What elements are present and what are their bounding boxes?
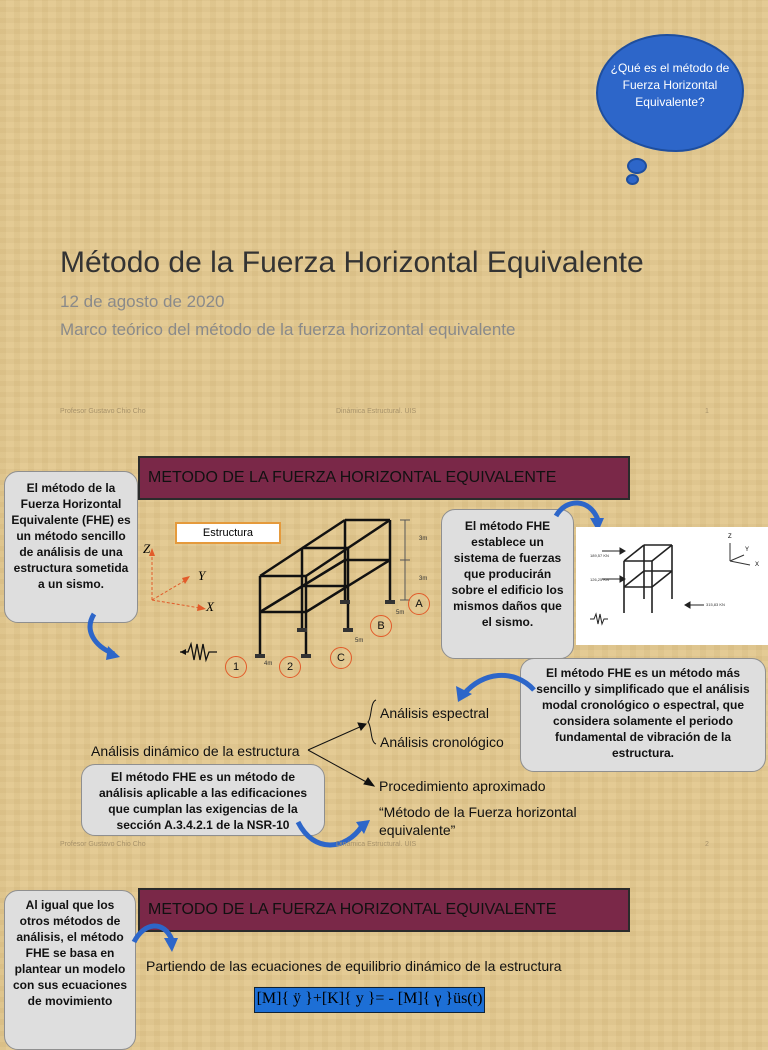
node-c: C [330,647,352,669]
slide2-banner: METODO DE LA FUERZA HORIZONTAL EQUIVALENTE [138,456,630,500]
branch-approximate: Procedimiento aproximado [379,778,546,794]
small-fig-force-2: 126,25 KN [590,577,609,582]
callout-fhe-applicable: El método FHE es un método de análisis aplicable a las edificaciones que cumplan las exigencias de la sección A.3.4.2.1 de la NSR-10 [81,764,325,836]
axis-y-label: Y [198,568,206,583]
dim-label-3m-upper: 3m [419,536,428,542]
dim-label-5m-lower: 5m [355,638,364,644]
slide1-footer-course: Dinámica Estructural. UIS [336,408,417,415]
callout-fhe-definition: El método de la Fuerza Horizontal Equivalente (FHE) es un método sencillo de análisis de una estructura sometida a un sismo. [4,471,138,623]
estructura-label-text: Estructura [202,527,254,539]
cloud-tail-bubble-small [626,174,639,185]
small-frame-svg [576,527,768,645]
analysis-root: Análisis dinámico de la estructura [91,743,300,759]
equation-text: [M]{ ÿ }+[K]{ y }= - [M]{ γ }üs(t) [256,990,483,1007]
curved-arrow-1 [84,610,124,662]
dim-label-4m: 4m [264,661,273,667]
callout-like-other-methods: Al igual que los otros métodos de análisis, el método FHE se basa en plantear un modelo con sus ecuaciones de movimiento [4,890,136,1050]
slide2-footer-page: 2 [705,841,709,848]
axis-z-label: Z [143,541,151,556]
curved-arrow-3 [452,668,538,708]
small-frame-figure [576,527,768,645]
question-cloud-text: ¿Qué es el método de Fuerza Horizontal Equivalente? [610,61,730,109]
node-a: A [408,593,430,615]
small-fig-force-3: 315,83 KN [706,602,725,607]
slide1-date: 12 de agosto de 2020 [60,292,225,311]
slide1-footer-author: Profesor Gustavo Chio Cho [60,408,146,415]
dim-label-5m-upper: 5m [396,610,405,616]
callout-fhe-force-system: El método FHE establece un sistema de fuerzas que producirán sobre el edificio los mismos daños que el sismo. [441,509,574,659]
curved-arrow-4 [290,810,376,856]
axis-x-label: X [206,599,214,614]
slide1-footer-page: 1 [705,408,709,415]
small-fig-axis-y: Y [745,547,750,553]
equation-box [254,987,485,1013]
small-fig-force-1: 189,57 KN [590,553,609,558]
callout-fhe-simplified: El método FHE es un método más sencillo y simplificado que el análisis modal cronológico o espectral, que considera solamente el periodo fundamental de vibración de la estructura. [520,658,766,772]
question-cloud [596,34,744,152]
node-b: B [370,615,392,637]
branch-chronological: Análisis cronológico [380,734,504,750]
small-fig-axis-z: Z [728,534,732,540]
slide1-subtitle: Marco teórico del método de la fuerza horizontal equivalente [60,320,516,339]
dim-label-3m-lower: 3m [419,576,428,582]
small-fig-axis-x: X [755,562,760,568]
slide3-banner: METODO DE LA FUERZA HORIZONTAL EQUIVALENTE [138,888,630,932]
seismic-wave-icon [180,640,218,664]
slide3-intro: Partiendo de las ecuaciones de equilibrio dinámico de la estructura [146,958,562,974]
cloud-tail-bubble-large [627,158,647,174]
branch-approximate-quote: “Método de la Fuerza horizontal equivalente” [379,804,577,838]
page-title: Método de la Fuerza Horizontal Equivalente [60,246,644,279]
curved-arrow-5 [130,918,184,958]
node-1: 1 [225,656,247,678]
slide2-footer-author: Profesor Gustavo Chio Cho [60,841,146,848]
slide2-footer-course: Dinámica Estructural. UIS [336,841,417,848]
node-2: 2 [279,656,301,678]
branch-spectral: Análisis espectral [380,705,489,721]
